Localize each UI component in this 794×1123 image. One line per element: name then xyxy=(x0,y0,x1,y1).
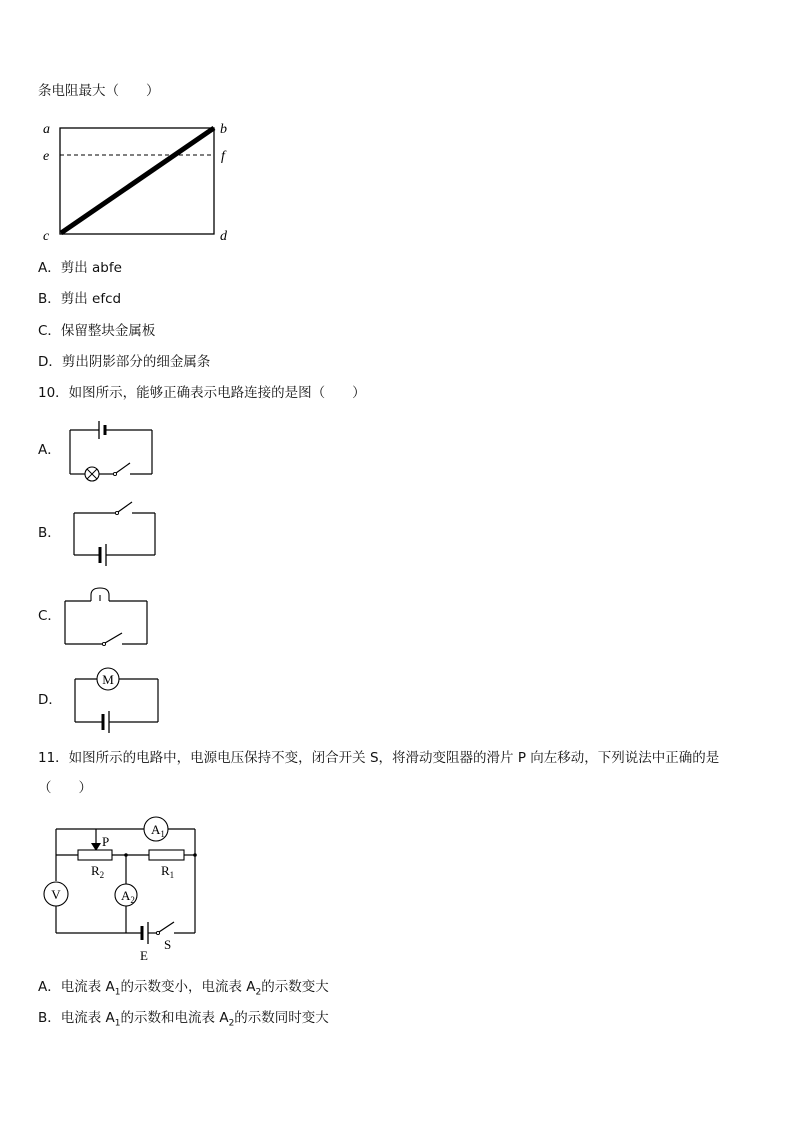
ammeter-a2-label: $A_2$ xyxy=(121,888,135,905)
switch-s-icon xyxy=(159,922,174,932)
label-f: f xyxy=(221,149,225,164)
thin-metal-strip xyxy=(61,128,214,233)
ammeter-a1-label: $A_1$ xyxy=(151,822,165,839)
q10-option-a-label: A． xyxy=(38,442,61,458)
resistor-r2 xyxy=(78,850,112,860)
q11-option-b: B．电流表 $A_1$的示数和电流表 $A_2$的示数同时变大 xyxy=(38,1010,329,1029)
voltmeter-label: V xyxy=(51,887,61,902)
circuit-d xyxy=(64,664,164,738)
resistor-r1-label: $R_1$ xyxy=(161,863,175,880)
switch-icon xyxy=(116,463,130,473)
q9-option-c: C．保留整块金属板 xyxy=(38,323,156,339)
q9-option-d: D．剪出阴影部分的细金属条 xyxy=(38,354,211,370)
switch-icon xyxy=(118,502,132,512)
q11-circuit xyxy=(38,815,208,965)
q10-option-b-label: B． xyxy=(38,525,61,541)
q11-option-a: A．电流表 $A_1$的示数变小，电流表 $A_2$的示数变大 xyxy=(38,979,329,998)
circuit-c xyxy=(60,585,156,655)
q10-option-c-label: C． xyxy=(38,608,61,624)
label-d: d xyxy=(220,229,227,244)
label-b: b xyxy=(220,122,227,137)
label-a: a xyxy=(43,122,50,137)
resistor-r2-label: $R_2$ xyxy=(91,863,105,880)
q11-stem: 11．如图所示的电路中，电源电压保持不变，闭合开关 S，将滑动变阻器的滑片 P 向左移动，下列说法中正确的是 xyxy=(38,750,720,766)
metal-plate-figure xyxy=(36,116,246,248)
q10-stem: 10．如图所示，能够正确表示电路连接的是图（ ） xyxy=(38,385,366,401)
q9-stem-tail: 条电阻最大（ ） xyxy=(38,83,160,99)
motor-label: M xyxy=(102,672,114,687)
label-e: e xyxy=(43,149,50,164)
circuit-a xyxy=(64,418,164,488)
q9-option-b: B．剪出 efcd xyxy=(38,291,122,307)
resistor-r1 xyxy=(149,850,184,860)
q11-paren: （ ） xyxy=(38,780,92,796)
switch-s-label: S xyxy=(164,937,172,952)
circuit-b xyxy=(64,497,164,569)
slider-p-label: P xyxy=(102,834,110,849)
q10-option-d-label: D． xyxy=(38,692,62,708)
switch-icon xyxy=(105,633,122,643)
label-c: c xyxy=(43,229,50,244)
q9-option-a: A．剪出 abfe xyxy=(38,260,122,276)
battery-e-label: E xyxy=(140,948,148,963)
